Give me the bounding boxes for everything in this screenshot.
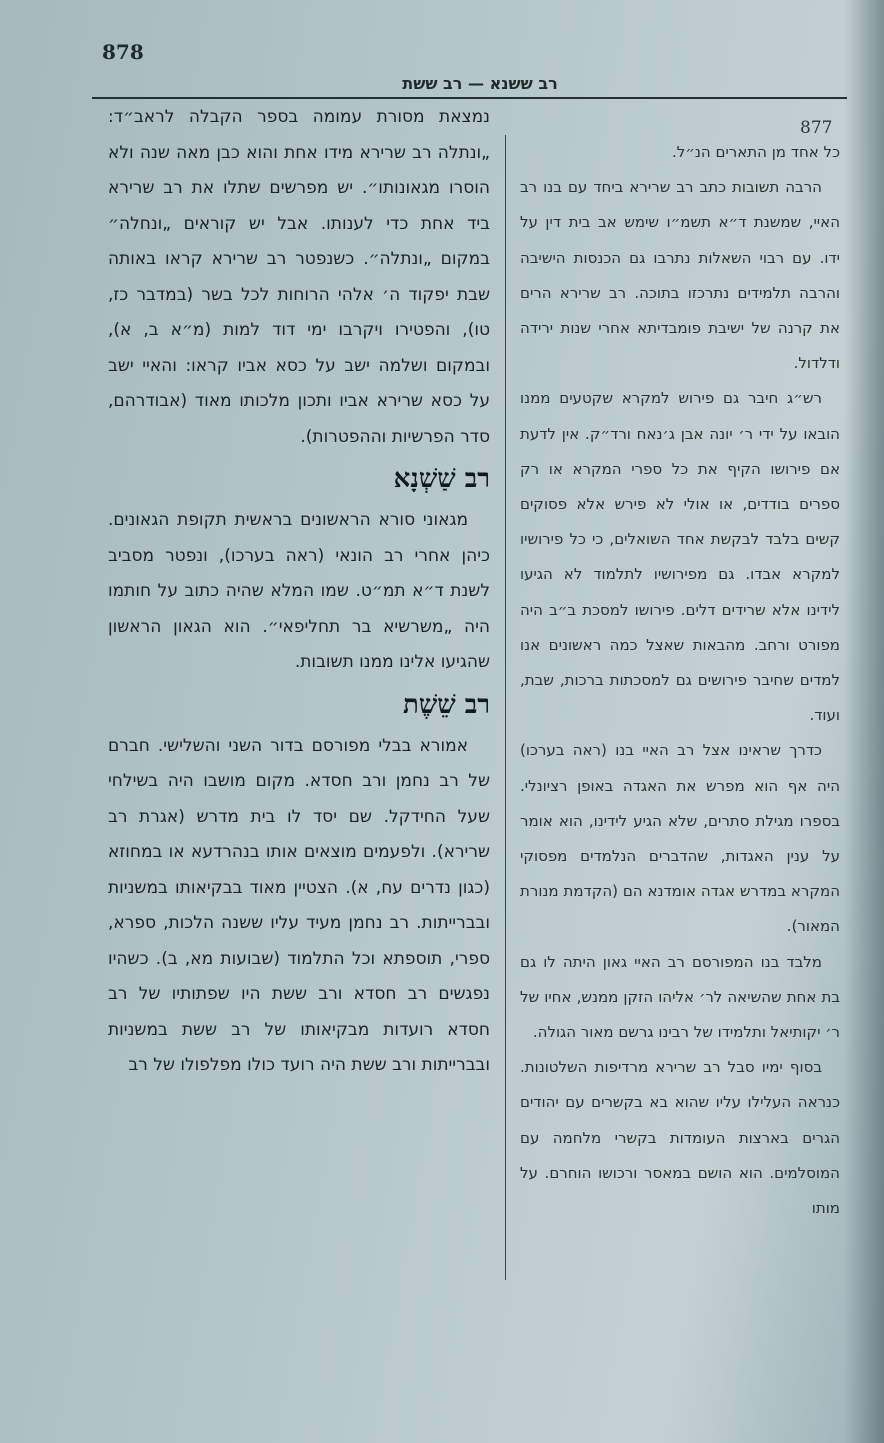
right-paragraph: כל אחד מן התארים הנ״ל. xyxy=(671,143,840,161)
continuation-paragraph: נמצאת מסורת עמומה בספר הקבלה לראב״ד: „ונתלה רב שרירא מידו אחת והוא כבן מאה שנה ולא הוסרו מגאונותו״. יש מפרשים שתלו את רב שרירא ביד אחת כדי לענותו. אבל יש קוראים „ונחלה״ במקום „ונתלה״. כשנפטר רב שרירא קראו באותה שבת יפקוד ה׳ אלהי הרוחות לכל בשר (במדבר כז, טו), והפטירו ויקרבו ימי דוד למות (מ״א ב, א), ובמקום ושלמה ישב על כסא אביו קראו: והאיי ישב על כסא שרירא אביו ותכון מלכותו מאוד (אבודרהם, סדר הפרשיות וההפטרות). xyxy=(108,107,490,447)
right-column xyxy=(520,135,840,1226)
entry-text-rav-sheshet: אמורא בבלי מפורסם בדור השני והשלישי. חברם של רב נחמן ורב חסדא. מקום מושבו היה בשילחי שעל החידקל. שם יסד לו בית מדרש (אגרת רב שרירא). ולפעמים מוצאים אותו בנהרדעא או במחוזא (כגון נדרים עח, א). הצטיין מאוד בבקיאותו במשניות ובברייתות. רב נחמן מעיד עליו ששנה הלכות, ספרא, ספרי, תוספתא וכל התלמוד (שבועות מא, ב). כשהיו נפגשים רב חסדא ורב ששת היו שפתותיו של רב חסדא רועדות מבקיאותו של רב ששת במשניות ובברייתות ורב ששת היה רועד כולו מפלפולו של רב xyxy=(108,735,490,1075)
left-column xyxy=(108,100,490,1084)
page-edge-shadow xyxy=(844,0,884,1443)
running-head: רב ששנא — רב ששת xyxy=(402,74,558,93)
column-divider xyxy=(505,135,506,1280)
entry-title-rav-sheshet: רב שֵׁשֶׁת xyxy=(402,689,490,720)
page-number: 878 xyxy=(102,40,144,64)
previous-page-number: 877 xyxy=(800,118,833,138)
right-paragraph: רש״ג חיבר גם פירוש למקרא שקטעים ממנו הובאו על ידי ר׳ יונה אבן ג׳נאח ורד״ק. אין לדעת אם פירושו הקיף את כל ספרי המקרא או רק ספרים בודדים, או אולי לא פירש אלא פסוקים קשים בלבד לבקשת אחד השואלים, כי כל פירושיו למקרא אבדו. גם מפירושיו לתלמוד לא הגיעו לידינו אלא שרידים דלים. פירושו למסכת ב״ב היה מפורט ורחב. מהבאות שאצל כמה ראשונים אנו למדים שחיבר פירושים גם למסכתות ברכות, שבת, ועוד. xyxy=(520,389,840,725)
right-paragraph: הרבה תשובות כתב רב שרירא ביחד עם בנו רב האיי, שמשנת ד״א תשמ״ו שימש אב בית דין על ידו. עם רבוי השאלות נתרבו גם הכנסות הישיבה והרבה תלמידים נתרכזו בתוכה. רב שרירא הרים את קרנה של ישיבת פומבדיתא אחרי שנות ירידה ודלדול. xyxy=(520,178,840,373)
right-paragraph: מלבד בנו המפורסם רב האיי גאון היתה לו גם בת אחת שהשיאה לר׳ אליהו הזקן ממנש, אחיו של ר׳ יקותיאל ותלמידו של רבינו גרשם מאור הגולה. xyxy=(520,952,840,1042)
right-paragraph: בסוף ימיו סבל רב שרירא מרדיפות השלטונות. כנראה העלילו עליו שהוא בא בקשרים עם יהודים הגרים בארצות העומדות בקשרי מלחמה עם המוסלמים. הוא הושם במאסר ורכושו הוחרם. על מותו xyxy=(520,1058,840,1218)
right-paragraph: כדרך שראינו אצל רב האיי בנו (ראה בערכו) היה אף הוא מפרש את האגדה באופן רציונלי. בספרו מגילת סתרים, שלא הגיע לידינו, הוא אומר על ענין האגדות, שהדברים הנלמדים מפסוקי המקרא במדרש אגדה אומדנא הם (הקדמת מנורת המאור). xyxy=(520,741,840,936)
entry-title-rav-shashna: רב שַׁשְׁנָא xyxy=(393,464,490,494)
entry-text-rav-shashna: מגאוני סורא הראשונים בראשית תקופת הגאונים. כיהן אחרי רב הונאי (ראה בערכו), ונפטר מסביב לשנת ד״א תמ״ט. שמו המלא שהיה כתוב על חותמו היה „משרשיא בר תחליפאי״. הוא הגאון הראשון שהגיעו אלינו ממנו תשובות. xyxy=(108,510,490,672)
header-rule xyxy=(92,97,847,99)
